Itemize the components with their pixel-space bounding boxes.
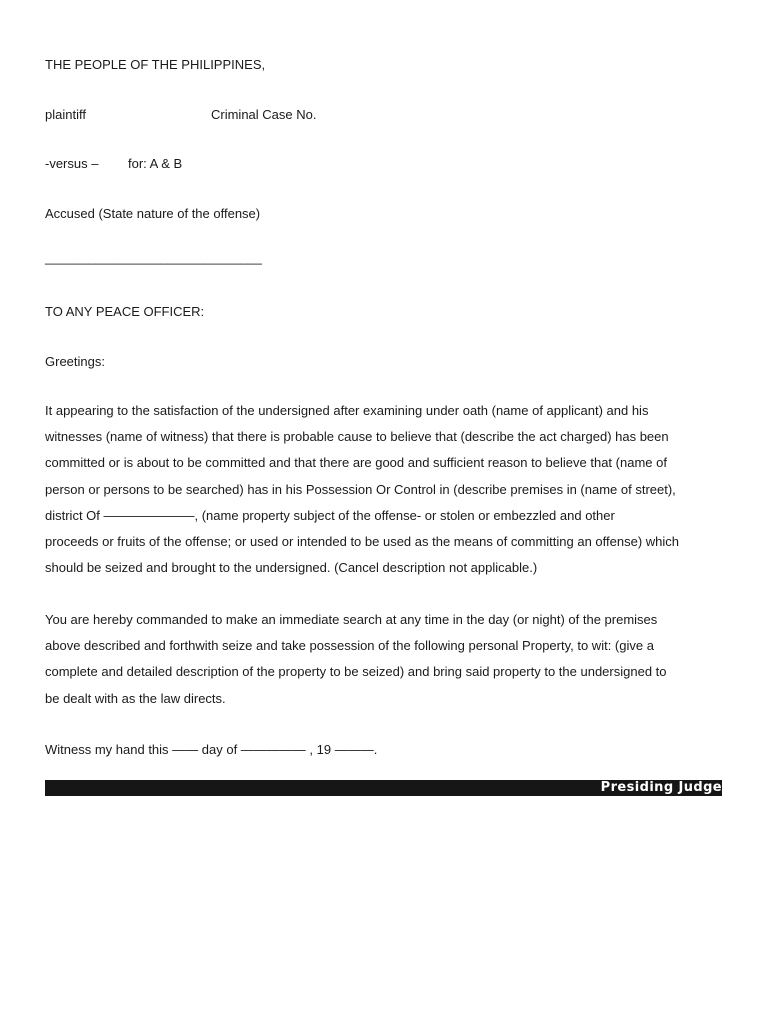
paragraph-line: district Of ———————, (name property subject of the offense- or stolen or embezzled and other xyxy=(45,507,615,523)
versus-label: -versus – xyxy=(45,156,99,171)
accused-label: Accused (State nature of the offense) xyxy=(45,206,261,221)
paragraph-line: witnesses (name of witness) that there is probable cause to believe that (describe the act charged) has been xyxy=(45,429,669,445)
paragraph-command xyxy=(45,607,735,712)
witness-line: Witness my hand this —— day of ————— , 19 ———. xyxy=(45,742,378,757)
greeting: Greetings: xyxy=(45,354,105,369)
for-offense-label: for: A & B xyxy=(128,156,183,171)
paragraph-line: person or persons to be searched) has in his Possession Or Control in (describe premises in (name of street), xyxy=(45,481,676,497)
addressee: TO ANY PEACE OFFICER: xyxy=(45,304,205,319)
paragraph-line: proceeds or fruits of the offense; or used or intended to be used as the means of committing an offense) which xyxy=(45,534,680,550)
plaintiff-label: plaintiff xyxy=(45,107,86,122)
paragraph-line: It appearing to the satisfaction of the undersigned after examining under oath (name of applicant) and his xyxy=(45,403,649,418)
paragraph-line: committed or is about to be committed and that there are good and sufficient reason to believe that (name of xyxy=(45,455,667,471)
presiding-judge-bar xyxy=(45,780,722,796)
paragraph-line: should be seized and brought to the undersigned. (Cancel description not applicable.) xyxy=(45,560,538,576)
presiding-judge-label: Presiding Judge xyxy=(600,780,722,795)
paragraph-line: above described and forthwith seize and take possession of the following personal Property, to wit: (give a xyxy=(45,638,654,654)
people-of-philippines: THE PEOPLE OF THE PHILIPPINES, xyxy=(45,57,266,72)
paragraph-line: complete and detailed description of the property to be seized) and bring said property to the undersigned to xyxy=(45,664,667,680)
signature-blank-line: ______________________________ xyxy=(45,250,262,265)
criminal-case-no-label: Criminal Case No. xyxy=(211,107,317,122)
paragraph-line: You are hereby commanded to make an immediate search at any time in the day (or night) of the premises xyxy=(45,612,658,627)
paragraph-line: be dealt with as the law directs. xyxy=(45,690,226,706)
paragraph-probable-cause xyxy=(45,398,735,581)
